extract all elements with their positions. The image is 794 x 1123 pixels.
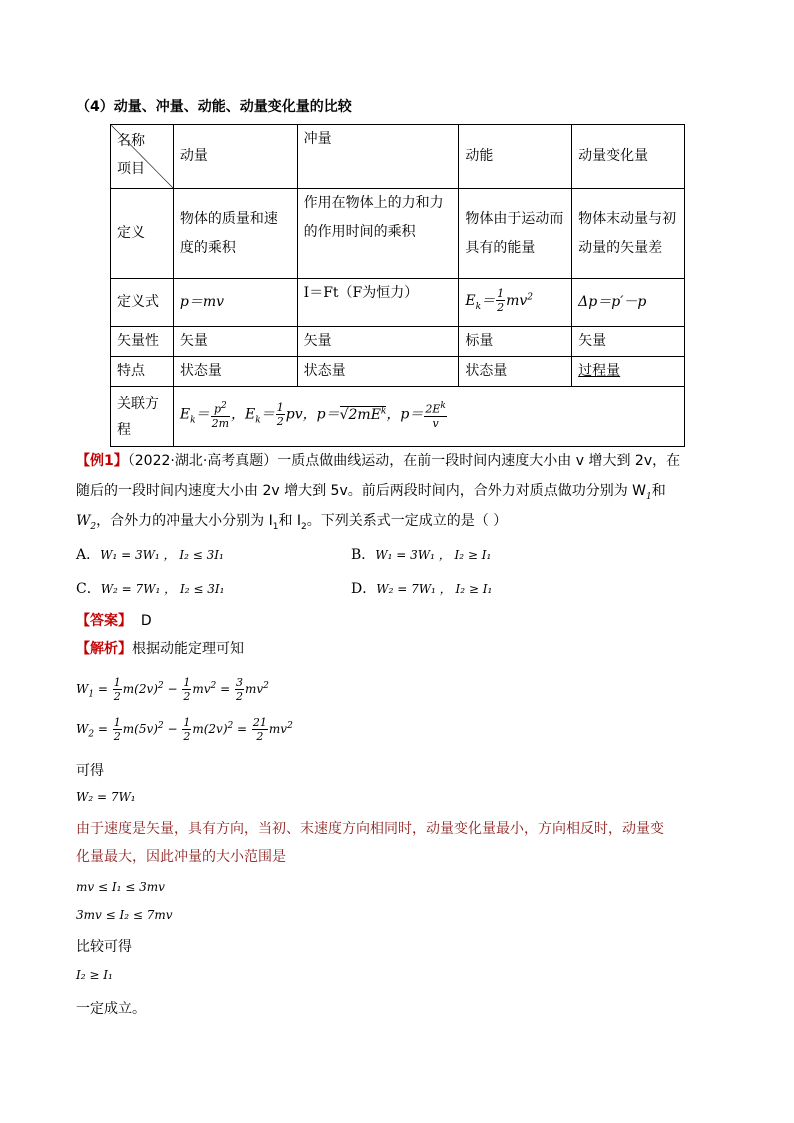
inequality-i2-i1: I₂ ≥ I₁	[76, 968, 113, 982]
row-label: 定义	[111, 189, 174, 279]
example-line-3: $W_2$，合外力的冲量大小分别为 $I_1$和 $I_2$。下列关系式一定成立的是（ ）	[76, 513, 508, 532]
row-label: 特点	[111, 357, 174, 387]
table-cell: 物体由于运动而具有的能量	[459, 189, 572, 279]
header-cell: 动量变化量	[572, 125, 685, 189]
table-cell: 作用在物体上的力和力的作用时间的乘积	[297, 189, 459, 279]
choice-d[interactable]: D．W₂ = 7W₁ ， I₂ ≥ I₁	[351, 581, 493, 597]
example-text: 一质点做曲线运动，在前一段时间内速度大小由 v 增大到 2v，在	[277, 453, 681, 469]
comparison-table	[110, 124, 685, 447]
table-row	[111, 387, 685, 447]
equation-w1: $W_1$ = $\frac{1}{2}$ $m(2v)^2$ − $\frac{1}{2}$ $mv^2$ = $\frac{3}{2}$ $mv^2$	[76, 676, 269, 703]
table-cell: 状态量	[459, 357, 572, 387]
equation-w2: $W_2$ = $\frac{1}{2}$ $m(5v)^2$ − $\frac{1}{2}$ $m(2v)^2$ = $\frac{21}{2}$ $mv^2$	[76, 716, 293, 743]
answer-value: D	[140, 613, 152, 629]
table-row	[111, 327, 685, 357]
range-i1: mv ≤ I₁ ≤ 3mv	[76, 880, 165, 894]
relation-formulas: $E_k=$ $\frac{p^2}{2m}$ ，$E_k=$ $\frac{1}{2}$ pv，$p=√2mE^k$，p＝ $\frac{2E^k}{v}$	[173, 387, 684, 447]
example-source: （2022·湖北·高考真题）	[127, 453, 278, 469]
table-row	[111, 279, 685, 327]
row-label: 定义式	[111, 279, 174, 327]
corner-cell	[111, 125, 174, 189]
example-tag: 【例1】	[76, 453, 128, 469]
corner-bottom-label: 项目	[117, 161, 145, 177]
answer-line	[76, 610, 726, 632]
conclusion-text: 一定成立。	[76, 1001, 146, 1017]
row-label: 关联方程	[111, 387, 174, 447]
example-line-1	[76, 450, 726, 472]
table-cell: p＝mv	[173, 279, 297, 327]
explanation-line-2: 化量最大，因此冲量的大小范围是	[76, 849, 286, 865]
table-cell: 矢量	[173, 327, 297, 357]
choice-c[interactable]: C．W₂ = 7W₁ ， I₂ ≤ 3I₁	[76, 581, 225, 597]
ek-formula: $E_k=$ $\frac{1}{2}$ $mv^2$	[465, 287, 533, 315]
choice-a[interactable]: A．W₁ = 3W₁ ， I₂ ≤ 3I₁	[76, 547, 224, 563]
choice-b[interactable]: B．W₁ = 3W₁ ， I₂ ≥ I₁	[351, 547, 492, 563]
table-cell: 标量	[459, 327, 572, 357]
corner-top-label: 名称	[117, 133, 145, 149]
table-cell: 矢量	[572, 327, 685, 357]
table-cell: 矢量	[297, 327, 459, 357]
table-cell: Δp＝p′－p	[572, 279, 685, 327]
explanation-line-1: 由于速度是矢量，具有方向，当初、末速度方向相同时，动量变化量最小，方向相反时，动量变	[76, 821, 664, 837]
table-cell: 状态量	[297, 357, 459, 387]
table-cell: 过程量	[572, 357, 685, 387]
header-cell: 动能	[459, 125, 572, 189]
table-cell: I＝Ft（F为恒力）	[297, 279, 459, 327]
header-cell: 动量	[173, 125, 297, 189]
table-cell	[459, 279, 572, 327]
row-label: 矢量性	[111, 327, 174, 357]
analysis-tag: 【解析】	[76, 641, 132, 657]
example-line-2: 随后的一段时间内速度大小由 2v 增大到 5v。前后两段时间内，合外力对质点做功分别为 $W_1$和	[76, 483, 666, 502]
analysis-line: 【解析】根据动能定理可知	[76, 641, 244, 657]
header-cell: 冲量	[297, 125, 459, 189]
table-row	[111, 357, 685, 387]
range-i2: 3mv ≤ I₂ ≤ 7mv	[76, 908, 173, 922]
table-header-row	[111, 125, 685, 189]
table-cell: 状态量	[173, 357, 297, 387]
table-cell: 物体末动量与初动量的矢量差	[572, 189, 685, 279]
table-cell: 物体的质量和速度的乘积	[173, 189, 297, 279]
table-row	[111, 189, 685, 279]
section-title: （4）动量、冲量、动能、动量变化量的比较	[76, 99, 352, 115]
answer-tag: 【答案】	[76, 613, 132, 629]
can-get-text: 可得	[76, 763, 104, 779]
compare-text: 比较可得	[76, 939, 132, 955]
equation-w2-7w1: W₂ = 7W₁	[76, 790, 136, 804]
